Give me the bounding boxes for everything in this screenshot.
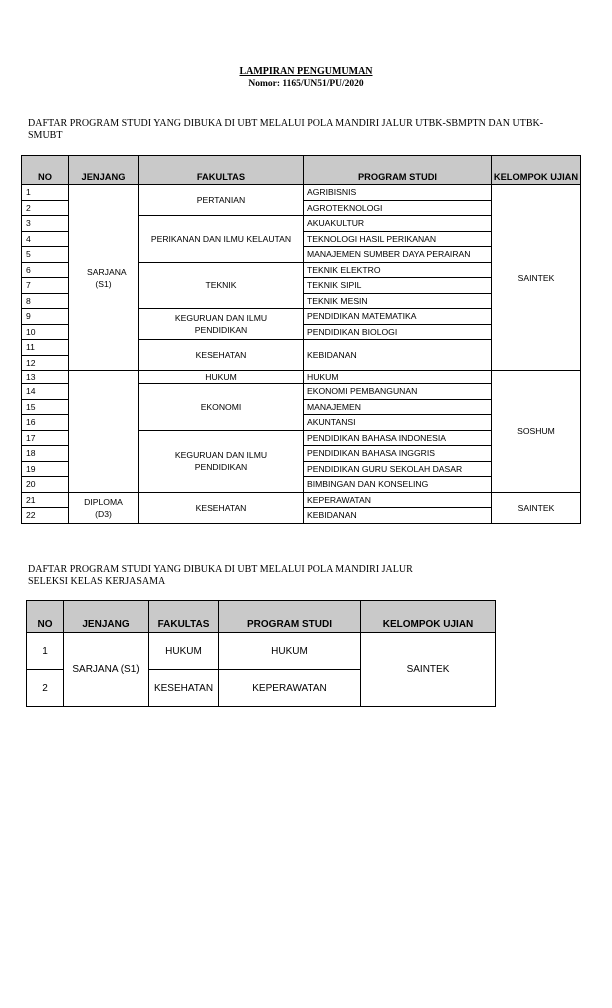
fakultas-cell: KEGURUAN DAN ILMU PENDIDIKAN [139, 430, 304, 492]
jenjang-cell: SARJANA (S1) [64, 633, 149, 707]
kelompok-cell: SAINTEK [492, 492, 581, 523]
prodi-cell: HUKUM [304, 371, 492, 384]
prodi-cell: KEPERAWATAN [219, 670, 361, 707]
header-fakultas: FAKULTAS [149, 601, 219, 633]
header-program-studi: PROGRAM STUDI [219, 601, 361, 633]
row-number: 8 [22, 293, 69, 309]
fakultas-cell: HUKUM [149, 633, 219, 670]
table-row [27, 633, 496, 670]
fakultas-cell: KESEHATAN [149, 670, 219, 707]
document-title: LAMPIRAN PENGUMUMAN [239, 66, 373, 77]
row-number: 20 [22, 477, 69, 493]
prodi-cell: TEKNIK MESIN [304, 293, 492, 309]
prodi-cell: TEKNIK ELEKTRO [304, 262, 492, 278]
prodi-cell: TEKNOLOGI HASIL PERIKANAN [304, 231, 492, 247]
row-number: 12 [22, 355, 69, 371]
prodi-cell: HUKUM [219, 633, 361, 670]
fakultas-cell: KEGURUAN DAN ILMU PENDIDIKAN [139, 309, 304, 340]
header-no: NO [22, 156, 69, 185]
kelompok-cell: SAINTEK [361, 633, 496, 707]
program-table-mandiri [21, 155, 581, 524]
table-header-row [27, 601, 496, 633]
header-kelompok-ujian: KELOMPOK UJIAN [361, 601, 496, 633]
prodi-cell: PENDIDIKAN BIOLOGI [304, 324, 492, 340]
row-number: 7 [22, 278, 69, 294]
jenjang-cell: DIPLOMA (D3) [69, 492, 139, 523]
program-table-kerjasama [26, 600, 496, 707]
row-number: 17 [22, 430, 69, 446]
section2-intro: DAFTAR PROGRAM STUDI YANG DIBUKA DI UBT MELALUI POLA MANDIRI JALUR SELEKSI KELAS KERJASAMA [28, 564, 413, 587]
fakultas-cell: PERIKANAN DAN ILMU KELAUTAN [139, 216, 304, 263]
jenjang-cell: SARJANA (S1) [69, 185, 139, 371]
header-jenjang: JENJANG [69, 156, 139, 185]
header-kelompok-ujian: KELOMPOK UJIAN [492, 156, 581, 185]
row-number: 4 [22, 231, 69, 247]
prodi-cell: KEBIDANAN [304, 508, 492, 524]
prodi-cell: EKONOMI PEMBANGUNAN [304, 384, 492, 400]
prodi-cell: PENDIDIKAN MATEMATIKA [304, 309, 492, 325]
row-number: 11 [22, 340, 69, 356]
table-row [22, 371, 581, 384]
fakultas-cell: KESEHATAN [139, 340, 304, 371]
row-number: 1 [22, 185, 69, 201]
prodi-cell: MANAJEMEN [304, 399, 492, 415]
prodi-cell: TEKNIK SIPIL [304, 278, 492, 294]
fakultas-cell: HUKUM [139, 371, 304, 384]
prodi-cell: AGRIBISNIS [304, 185, 492, 201]
row-number: 13 [22, 371, 69, 384]
header-no: NO [27, 601, 64, 633]
fakultas-cell: TEKNIK [139, 262, 304, 309]
row-number: 22 [22, 508, 69, 524]
header-program-studi: PROGRAM STUDI [304, 156, 492, 185]
prodi-cell: KEBIDANAN [304, 340, 492, 371]
row-number: 6 [22, 262, 69, 278]
row-number: 2 [22, 200, 69, 216]
header-fakultas: FAKULTAS [139, 156, 304, 185]
row-number: 2 [27, 670, 64, 707]
document-number: Nomor: 1165/UN51/PU/2020 [248, 79, 364, 89]
prodi-cell: AGROTEKNOLOGI [304, 200, 492, 216]
row-number: 14 [22, 384, 69, 400]
fakultas-cell: EKONOMI [139, 384, 304, 431]
kelompok-cell: SAINTEK [492, 185, 581, 371]
row-number: 9 [22, 309, 69, 325]
fakultas-cell: PERTANIAN [139, 185, 304, 216]
prodi-cell: KEPERAWATAN [304, 492, 492, 508]
row-number: 16 [22, 415, 69, 431]
prodi-cell: BIMBINGAN DAN KONSELING [304, 477, 492, 493]
row-number: 5 [22, 247, 69, 263]
kelompok-cell: SOSHUM [492, 371, 581, 493]
table-header-row [22, 156, 581, 185]
prodi-cell: PENDIDIKAN GURU SEKOLAH DASAR [304, 461, 492, 477]
row-number: 19 [22, 461, 69, 477]
prodi-cell: PENDIDIKAN BAHASA INGGRIS [304, 446, 492, 462]
table-row [22, 185, 581, 201]
row-number: 10 [22, 324, 69, 340]
prodi-cell: AKUNTANSI [304, 415, 492, 431]
row-number: 18 [22, 446, 69, 462]
row-number: 1 [27, 633, 64, 670]
section1-intro: DAFTAR PROGRAM STUDI YANG DIBUKA DI UBT MELALUI POLA MANDIRI JALUR UTBK-SBMPTN DAN UTBK-SMUBT [28, 118, 544, 141]
row-number: 21 [22, 492, 69, 508]
table-row [22, 492, 581, 508]
row-number: 15 [22, 399, 69, 415]
header-jenjang: JENJANG [64, 601, 149, 633]
prodi-cell: AKUAKULTUR [304, 216, 492, 232]
prodi-cell: PENDIDIKAN BAHASA INDONESIA [304, 430, 492, 446]
row-number: 3 [22, 216, 69, 232]
jenjang-cell-continued [69, 371, 139, 493]
prodi-cell: MANAJEMEN SUMBER DAYA PERAIRAN [304, 247, 492, 263]
fakultas-cell: KESEHATAN [139, 492, 304, 523]
document-header [0, 66, 612, 90]
